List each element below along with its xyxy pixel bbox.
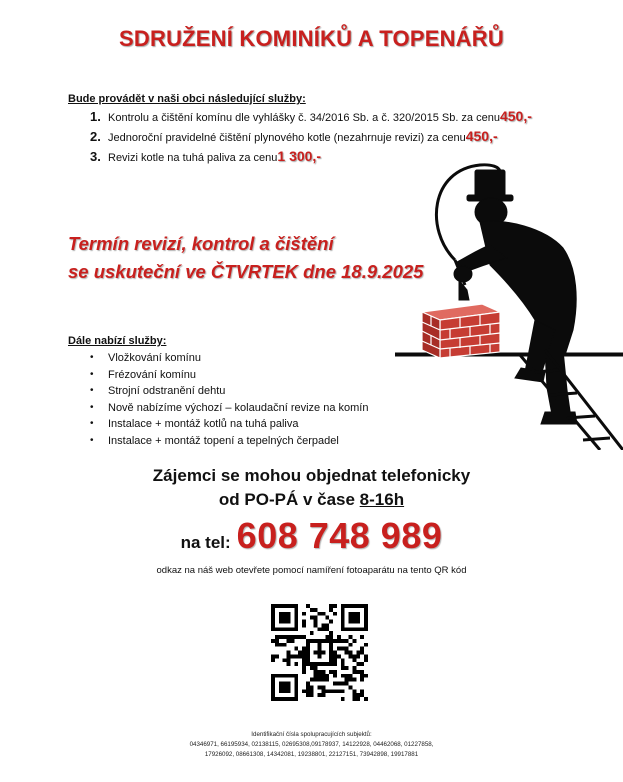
- service-number: 1.: [90, 109, 101, 124]
- ident-line-1: 04346971, 66195934, 02138115, 02695308,09178937, 14122928, 04462068, 01227858,: [189, 741, 434, 748]
- bullet-icon: •: [90, 418, 94, 429]
- ident-heading: Identifikační čísla spolupracujících subjektů:: [251, 731, 372, 738]
- more-services-heading: Dále nabízí služby:: [68, 335, 167, 347]
- list-item: • Instalace + montáž kotlů na tuhá paliva: [90, 416, 368, 433]
- service-price: 1 300,-: [277, 148, 321, 164]
- qr-code[interactable]: [271, 604, 368, 701]
- cta-days: od PO-PÁ v čase: [218, 490, 360, 509]
- service-number: 3.: [90, 149, 101, 164]
- service-item-1: [90, 108, 532, 124]
- bullet-icon: •: [90, 352, 94, 363]
- list-item: • Instalace + montáž topení a tepelných čerpadel: [90, 433, 368, 450]
- list-item: • Frézování komínu: [90, 367, 368, 384]
- cta-line-2: [0, 490, 623, 510]
- qr-note: odkaz na náš web otevřete pomocí namíření fotoaparátu na tento QR kód: [156, 565, 467, 576]
- bullet-icon: •: [90, 401, 94, 413]
- service-number: 2.: [90, 129, 101, 144]
- service-text: Revizi kotle na tuhá paliva za cenu: [108, 152, 278, 164]
- service-item-2: [90, 128, 498, 144]
- phone-label: na tel:: [180, 533, 231, 552]
- ident-line-2: 17926092, 08661308, 14342081, 19238801, 22127151, 73942898, 19917881: [204, 751, 419, 758]
- brick-chimney-icon: [418, 300, 502, 358]
- list-item: • Strojní odstranění dehtu: [90, 383, 368, 400]
- cta-line-1: Zájemci se mohou objednat telefonicky: [152, 466, 471, 485]
- service-text: Kontrolu a čištění komínu dle vyhlášky č. 34/2016 Sb. a č. 320/2015 Sb. za cenu: [108, 112, 500, 124]
- term-line-2: se uskuteční ve ČTVRTEK dne 18.9.2025: [68, 261, 424, 282]
- service-price: 450,-: [499, 108, 532, 124]
- page-title: SDRUŽENÍ KOMINÍKŮ A TOPENÁŘŮ: [119, 26, 504, 51]
- service-text: Jednoroční pravidelné čištění plynového kotle (nezahrnuje revizi) za cenu: [108, 132, 466, 144]
- bullet-icon: •: [90, 434, 94, 446]
- list-item: • Vložkování komínu: [90, 350, 368, 367]
- more-services-list: [90, 350, 368, 449]
- phone-number[interactable]: 608 748 989: [236, 515, 443, 556]
- term-line-1: Termín revizí, kontrol a čištění: [68, 233, 334, 254]
- services-intro: Bude provádět v naši obci následující služby:: [68, 93, 306, 105]
- service-item-3: [90, 148, 321, 164]
- phone-row: [0, 515, 623, 557]
- bullet-icon: •: [90, 368, 94, 380]
- bullet-icon: •: [90, 385, 94, 396]
- service-price: 450,-: [465, 128, 498, 144]
- cta-hours: 8-16h: [359, 490, 405, 509]
- list-item: • Nově nabízíme výchozí – kolaudační revize na komín: [90, 400, 368, 417]
